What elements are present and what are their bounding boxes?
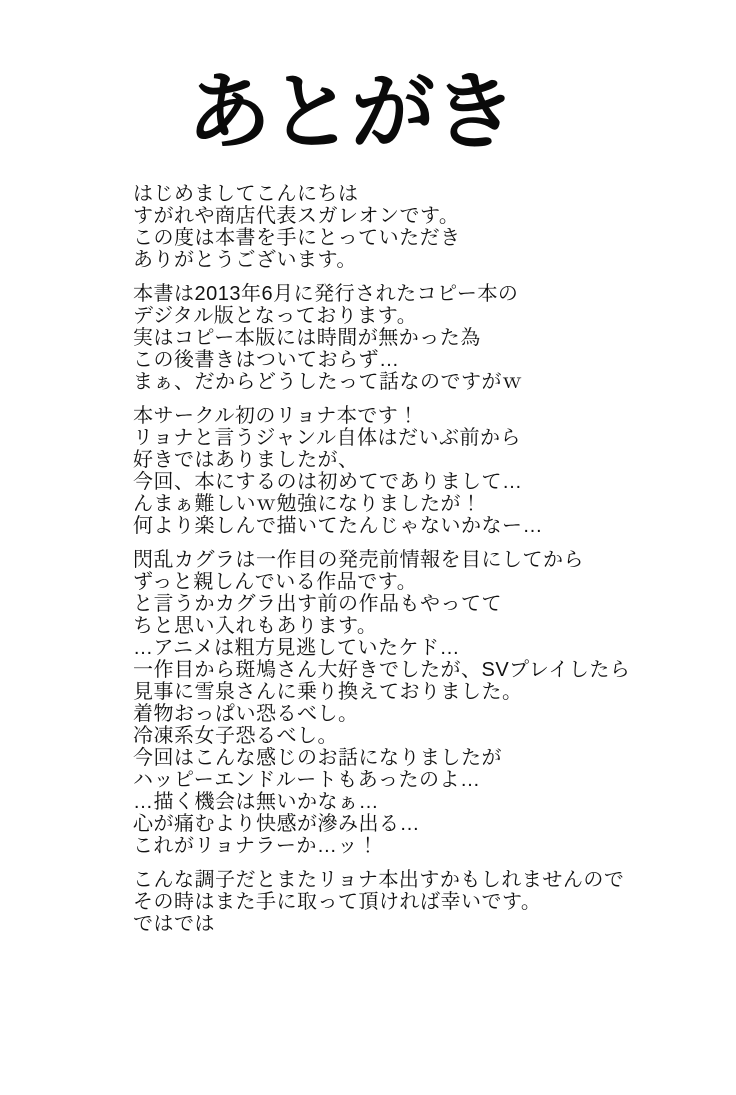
afterword-line: 一作目から斑鳩さん大好きでしたが、SVプレイしたら bbox=[133, 658, 631, 681]
afterword-line: 今回、本にするのは初めてでありまして… bbox=[133, 470, 523, 493]
afterword-paragraph bbox=[133, 549, 696, 857]
afterword-line: はじめましてこんにちは bbox=[133, 182, 359, 205]
afterword-line: 見事に雪泉さんに乗り換えておりました。 bbox=[133, 680, 523, 703]
afterword-line: 冷凍系女子恐るべし。 bbox=[133, 724, 338, 747]
afterword-line: リョナと言うジャンル自体はだいぶ前から bbox=[133, 426, 521, 449]
afterword-line: 心が痛むより快感が滲み出る… bbox=[133, 812, 420, 835]
afterword-line: 本書は2013年6月に発行されたコピー本の bbox=[133, 282, 519, 305]
afterword-line: この度は本書を手にとっていただき bbox=[133, 226, 461, 249]
afterword-line: ちと思い入れもあります。 bbox=[133, 614, 378, 637]
page-title: あとがき bbox=[186, 67, 515, 160]
afterword-line: これがリョナラーか…ッ！ bbox=[133, 834, 379, 857]
afterword-line: と言うかカグラ出す前の作品もやってて bbox=[133, 592, 502, 615]
afterword-paragraph bbox=[133, 283, 696, 393]
afterword-line: 今回はこんな感じのお話になりましたが bbox=[133, 746, 502, 769]
afterword-line: んまぁ難しいｗ勉強になりましたが！ bbox=[133, 492, 482, 515]
afterword-line: 何より楽しんで描いてたんじゃないかなー… bbox=[133, 514, 543, 537]
afterword-line: この後書きはついておらず… bbox=[133, 348, 400, 371]
afterword-paragraph bbox=[133, 183, 696, 271]
afterword-paragraph bbox=[133, 869, 696, 935]
afterword-line: ではでは bbox=[133, 912, 215, 935]
afterword-line: その時はまた手に取って頂ければ幸いです。 bbox=[133, 890, 542, 913]
afterword-line: 本サークル初のリョナ本です！ bbox=[133, 404, 419, 427]
afterword-line: ずっと親しんでいる作品です。 bbox=[133, 570, 418, 593]
afterword-line: 着物おっぱい恐るべし。 bbox=[133, 702, 359, 725]
afterword-line: 好きではありましたが、 bbox=[133, 448, 359, 471]
afterword-line: 実はコピー本版には時間が無かった為 bbox=[133, 326, 481, 349]
afterword-line: すがれや商店代表スガレオンです。 bbox=[133, 204, 460, 227]
afterword-paragraph bbox=[133, 405, 696, 537]
afterword-line: 閃乱カグラは一作目の発売前情報を目にしてから bbox=[133, 548, 584, 571]
afterword-line: ハッピーエンドルートもあったのよ… bbox=[133, 768, 481, 791]
afterword-page bbox=[0, 66, 736, 1095]
afterword-line: ありがとうございます。 bbox=[133, 248, 357, 271]
afterword-line: …描く機会は無いかなぁ… bbox=[133, 790, 379, 813]
afterword-line: …アニメは粗方見逃していたケド… bbox=[133, 636, 460, 659]
afterword-line: デジタル版となっております。 bbox=[133, 304, 418, 327]
afterword-body bbox=[133, 183, 696, 935]
afterword-line: こんな調子だとまたリョナ本出すかもしれませんので bbox=[133, 868, 625, 891]
afterword-line: まぁ、だからどうしたって話なのですがｗ bbox=[133, 370, 523, 393]
